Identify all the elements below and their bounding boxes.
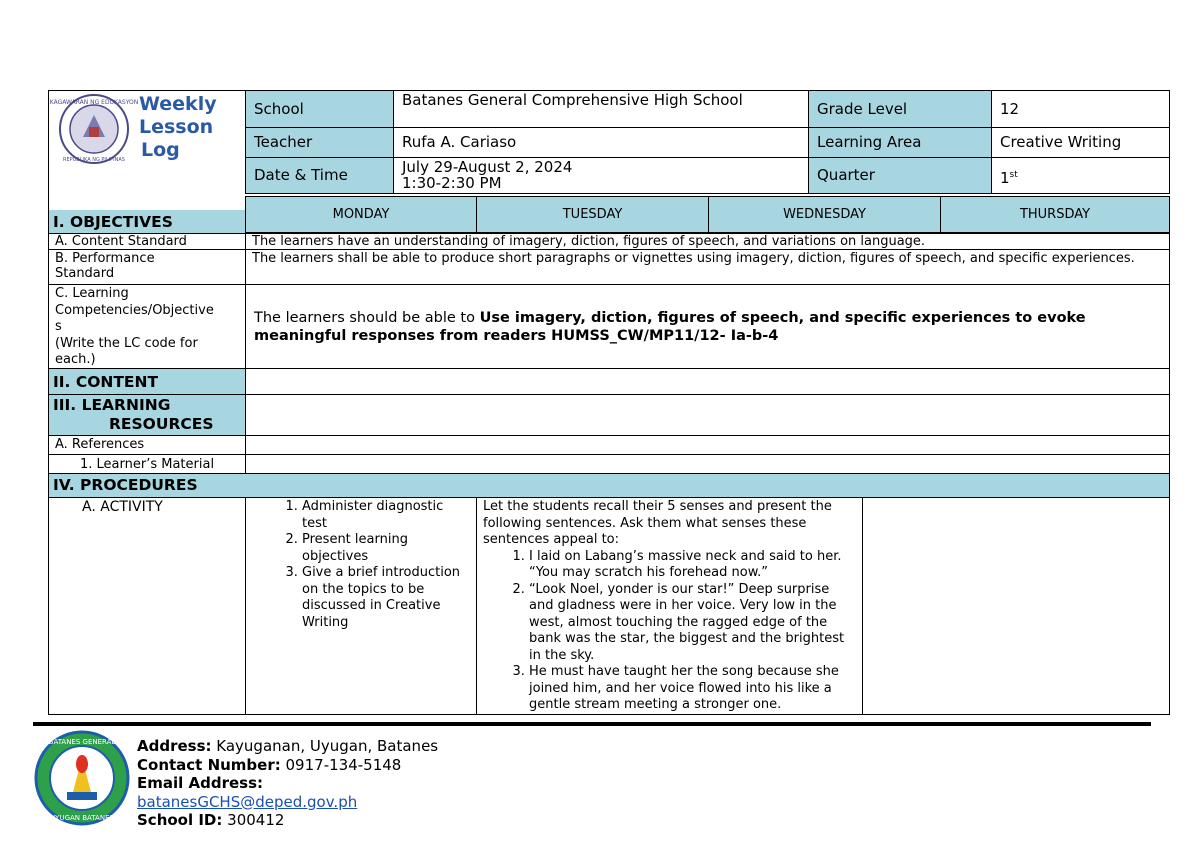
activity-monday xyxy=(245,497,477,715)
procedures-row xyxy=(48,473,1170,498)
competencies-label-line1: C. Learning xyxy=(55,286,129,301)
day-wednesday: WEDNESDAY xyxy=(708,196,941,233)
competencies-bold: Use imagery, diction, figures of speech, and specific experiences to evoke meaningful responses from readers HUMSS_CW/MP11/12- Ia-b-4 xyxy=(254,310,1086,344)
content-heading: II. CONTENT xyxy=(48,368,246,395)
content-cell xyxy=(245,368,1170,395)
email-label-line: Email Address: xyxy=(137,774,264,792)
objectives-heading: I. OBJECTIVES xyxy=(48,210,246,234)
learners-material-cell xyxy=(245,454,1170,474)
quarter-value: 1st xyxy=(991,157,1170,194)
day-thursday: THURSDAY xyxy=(940,196,1170,233)
monday-item: 1. Administer diagnostic test xyxy=(302,499,470,532)
title-line-1: Weekly xyxy=(139,93,217,115)
performance-label-line1: B. Performance xyxy=(55,251,155,266)
tuesday-activity-list xyxy=(483,549,848,714)
resources-heading-line2: RESOURCES xyxy=(109,415,214,433)
content-standard-text: The learners have an understanding of imagery, diction, figures of speech, and variations on language. xyxy=(245,233,1170,250)
learning-area-label: Learning Area xyxy=(808,127,992,158)
footer-contact xyxy=(137,737,439,829)
title-line-3: Log xyxy=(141,139,180,161)
school-label: School xyxy=(245,90,394,128)
tuesday-item: 1. I laid on Labang’s massive neck and said to her. “You may scratch his forehead now.” xyxy=(529,549,848,582)
tuesday-item: 2. “Look Noel, yonder is our star!” Deep surprise and gladness were in her voice. Very low in the west, almost touching the ragged edge of the bank was the star, the biggest and the brightest in the sky. xyxy=(529,582,848,665)
grade-level-value: 12 xyxy=(991,90,1170,128)
quarter-suffix: st xyxy=(1009,170,1018,180)
monday-item: 3. Give a brief introduction on the topics to be discussed in Creative Writing xyxy=(302,565,470,631)
resources-heading xyxy=(48,394,246,436)
date-range: July 29-August 2, 2024 xyxy=(402,158,573,176)
monday-activity-list xyxy=(246,499,470,631)
svg-text:UYUGAN BATANES: UYUGAN BATANES xyxy=(50,814,114,822)
weekly-lesson-log-title xyxy=(139,93,217,162)
performance-label-line2: Standard xyxy=(55,266,115,281)
references-label: A. References xyxy=(48,435,246,455)
tuesday-item: 3. He must have taught her the song because she joined him, and her voice flowed into his like a gentle stream meeting a stronger one. xyxy=(529,664,848,714)
svg-text:BATANES GENERAL: BATANES GENERAL xyxy=(48,738,116,746)
date-time-label: Date & Time xyxy=(245,157,394,194)
competencies-label-line5: each.) xyxy=(55,352,96,367)
email-link[interactable]: batanesGCHS@deped.gov.ph xyxy=(137,792,358,811)
resources-cell xyxy=(245,394,1170,436)
references-cell xyxy=(245,435,1170,455)
activity-thursday xyxy=(862,497,1170,715)
school-id-line: School ID: 300412 xyxy=(137,811,285,829)
quarter-label: Quarter xyxy=(808,157,992,194)
teacher-label: Teacher xyxy=(245,127,394,158)
school-seal-icon xyxy=(33,730,131,826)
tuesday-intro: Let the students recall their 5 senses and present the following sentences. Ask them what senses these sentences appeal to: xyxy=(483,499,832,547)
footer-divider xyxy=(33,722,1151,726)
address-line: Address: Kayuganan, Uyugan, Batanes xyxy=(137,737,439,755)
learning-area-value: Creative Writing xyxy=(991,127,1170,158)
day-monday: MONDAY xyxy=(245,196,477,233)
deped-seal-icon xyxy=(49,93,139,165)
time-range: 1:30-2:30 PM xyxy=(402,174,502,192)
content-standard-label: A. Content Standard xyxy=(48,233,246,250)
school-value: Batanes General Comprehensive High School xyxy=(393,90,809,128)
grade-level-label: Grade Level xyxy=(808,90,992,128)
competencies-label-line4: (Write the LC code for xyxy=(55,335,198,351)
svg-text:REPUBLIKA NG PILIPINAS: REPUBLIKA NG PILIPINAS xyxy=(63,157,125,163)
competencies-label-line2: Competencies/Objective xyxy=(55,302,214,318)
performance-standard-text: The learners shall be able to produce short paragraphs or vignettes using imagery, diction, figures of speech, and specific experiences. xyxy=(245,249,1170,285)
teacher-value: Rufa A. Cariaso xyxy=(393,127,809,158)
performance-standard-label xyxy=(48,249,246,285)
procedures-heading: IV. PROCEDURES xyxy=(53,476,198,494)
activity-label: A. ACTIVITY xyxy=(82,499,163,515)
activity-label-cell xyxy=(48,497,246,715)
contact-line: Contact Number: 0917-134-5148 xyxy=(137,755,402,774)
competencies-label xyxy=(48,284,246,369)
activity-tuesday xyxy=(476,497,863,715)
svg-text:KAGAWARAN NG EDUKASYON: KAGAWARAN NG EDUKASYON xyxy=(49,99,139,106)
day-tuesday: TUESDAY xyxy=(476,196,709,233)
resources-heading-line1: III. LEARNING xyxy=(53,396,171,414)
competencies-prefix: The learners should be able to xyxy=(254,310,480,326)
title-line-2: Lesson xyxy=(139,116,214,138)
competencies-label-line3: s xyxy=(55,319,62,334)
monday-item: 2. Present learning objectives xyxy=(302,532,470,565)
competencies-text xyxy=(245,284,1170,369)
date-time-value xyxy=(393,157,809,194)
learners-material-label: 1. Learner’s Material xyxy=(48,454,246,474)
